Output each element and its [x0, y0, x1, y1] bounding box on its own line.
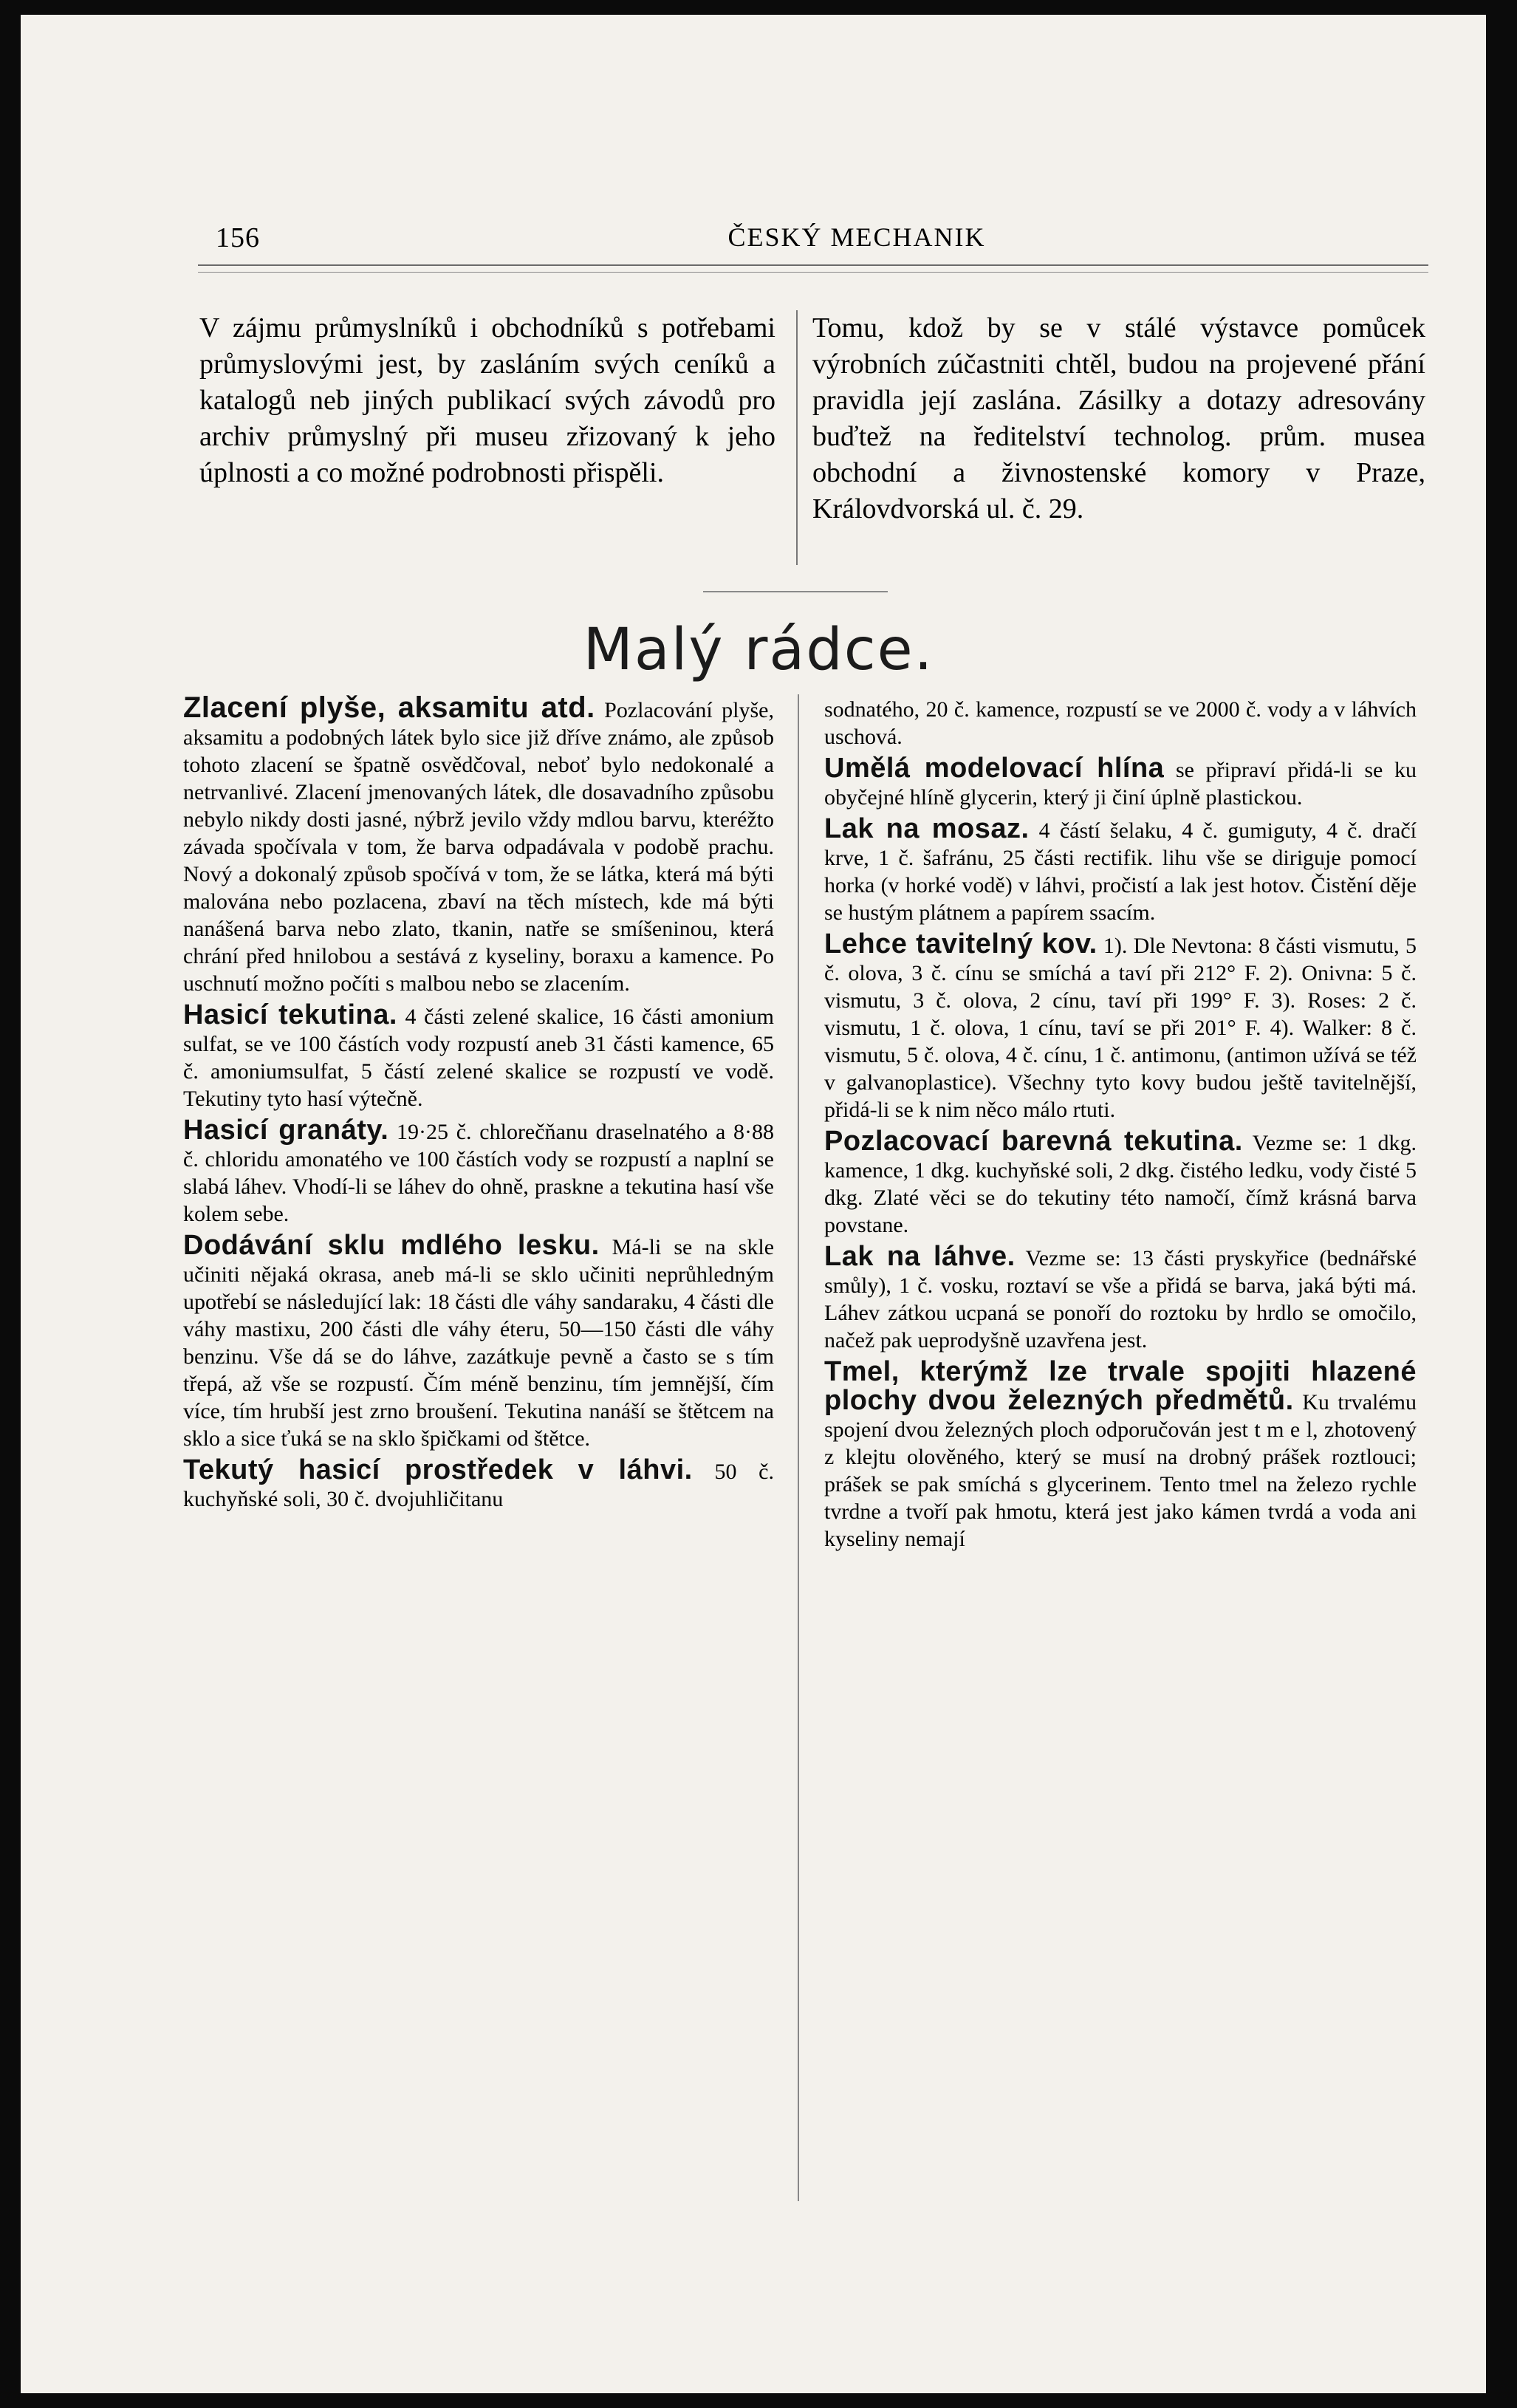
entry-text: Pozlacování plyše, aksamitu a podobných látek bylo sice již dříve známo, ale způsob tohoto zlacení se špatně osvědčoval, neboť bylo nedokonalé a netrvanlivé. Zlacení jmenovaných látek, dle dosavadního způsobu nebylo nikdy dosti jasné, nýbrž jevilo vždy mdlou barvu, kteréžto závada spočívala v tom, že barva odpadávala v podobě prachu. Nový a dokonalý způsob spočívá v tom, že se látka, která má býti malována nebo pozlacena, zbaví na těch místech, kde má býti nanášená barva nebo zlato, tkanin, natře se smíšeninou, která chrání před hnilobou a sestává z kyseliny, boraxu a kamence. Po uschnutí možno počíti s malbou nebo se zlacením.	[183, 698, 774, 996]
entry-text: 19·25 č. chlorečňanu draselnatého a 8·88 č. chloridu amonatého ve 100 částích vody se rozpustí a naplní se slabá láhev. Vhodí-li se láhev do ohně, praskne a tekutina hasí vše kolem sebe.	[183, 1120, 774, 1226]
entry-text: 1). Dle Nevtona: 8 části vismutu, 5 č. olova, 3 č. cínu se smíchá a taví při 212° F. 2). Onivna: 5 č. vismutu, 3 č. olova, 2 cínu, taví při 199° F. 3). Roses: 2 č. vismutu, 1 č. olova, 1 cínu, taví se při 201° F. 4). Walker: 8 č. vismutu, 5 č. olova, 4 č. cínu, 1 č. antimonu, (antimon užívá se též v galvanoplastice). Všechny tyto kovy budou ještě tavitelnější, přidá-li se k nim něco málo rtuti.	[824, 934, 1417, 1122]
entry-modelovaci-hlina	[824, 755, 1417, 811]
entry-lak-na-mosaz	[824, 815, 1417, 926]
column-right	[824, 694, 1417, 1557]
entry-term: Umělá modelovací hlína	[824, 753, 1165, 784]
entry-mdly-lesk	[183, 1232, 774, 1452]
entry-text: Má-li se na skle učiniti nějaká okrasa, aneb má-li se sklo učiniti neprůhledným upotřebí se následující lak: 18 části dle váhy sandaraku, 4 části dle váhy mastixu, 200 části dle váhy éteru, 50—150 části dle váhy benzinu. Vše dá se do láhve, zazátkuje pevně a často se s tím třepá, až vše se rozpustí. Čím méně benzinu, tím jemnější, čím více, tím hrubší jest zrno broušení. Tekutina nanáší se štětcem na sklo a sice ťuká se na sklo špičkami od štětce.	[183, 1235, 775, 1451]
header-rule	[198, 264, 1428, 273]
entry-term: Lak na mosaz.	[824, 813, 1030, 844]
entry-term: Lehce tavitelný kov.	[824, 928, 1097, 960]
entry-pozlacovaci-tekutina	[824, 1128, 1417, 1239]
entry-term: Pozlacovací barevná tekutina.	[824, 1126, 1243, 1157]
entry-tmel	[824, 1358, 1417, 1553]
entry-text: Vezme se: 1 dkg. kamence, 1 dkg. kuchyňské soli, 2 dkg. čistého ledku, vody čisté 5 dkg. Zlaté věci se do tekutiny této namočí, čímž krásná barva povstane.	[824, 1131, 1417, 1237]
running-title: ČESKÝ MECHANIK	[727, 222, 986, 252]
page-header	[207, 222, 1418, 266]
entry-term: Lak na láhve.	[824, 1241, 1016, 1272]
entry-term: Tmel, kterýmž lze trvale spojiti hlazené plochy dvou železných předmětů.	[824, 1356, 1417, 1416]
entry-lak-na-lahve	[824, 1243, 1417, 1354]
notice-right: Tomu, kdož by se v stálé výstavce pomůcek výrobních zúčastniti chtěl, budou na projevené přání pravidla její zaslána. Zásilky a dotazy adresovány buďtež na ředitelství technolog. prům. musea obchodní a živnostenské komory v Praze, Královdvorská ul. č. 29.	[812, 312, 1425, 524]
column-divider	[798, 694, 799, 2201]
entry-term: Dodávání sklu mdlého lesku.	[183, 1230, 600, 1261]
notice-divider	[796, 310, 798, 565]
section-separator	[703, 591, 888, 592]
entry-term: Hasicí granáty.	[183, 1115, 389, 1146]
page-number: 156	[216, 222, 260, 253]
entry-term: Zlacení plyše, aksamitu atd.	[183, 691, 595, 724]
entry-term: Hasicí tekutina.	[183, 999, 397, 1030]
section-title: Malý rádce.	[583, 617, 934, 683]
entry-text: Ku trvalému spojení dvou železných ploch odporučován jest t m e l, zhotovený z klejtu olověného, který se musí na drobný prášek roztlouci; prášek se pak smíchá s glycerinem. Tento tmel na železo rychle tvrdne a tvoří pak hmotu, která jest jako kámen tvrdá a voda ani kyseliny nemají	[824, 1390, 1417, 1551]
entry-tekuty-hasici-prostredek	[183, 1454, 774, 1513]
entry-term: Tekutý hasicí prostředek v láhvi.	[183, 1454, 693, 1485]
entry-text: Vezme se: 13 části pryskyřice (bednářské smůly), 1 č. vosku, roztaví se vše a přidá se barva, jaká býti má. Láhev zátkou ucpaná se ponoří do roztoku by hrdlo se omočilo, načež pak ueprodyšně uzavřena jest.	[824, 1246, 1417, 1352]
entry-hasici-tekutina	[183, 999, 774, 1112]
entry-text: se připraví přidá-li se ku obyčejné hlíně glycerin, který ji činí úplně plastickou.	[824, 758, 1417, 810]
entry-hasici-granaty	[183, 1117, 774, 1228]
entry-text: 50 č. kuchyňské soli, 30 č. dvojuhličitanu	[183, 1460, 774, 1511]
entry-text: sodnatého, 20 č. kamence, rozpustí se ve 2000 č. vody a v láhvích uschová.	[824, 697, 1417, 749]
entry-text: 4 části zelené skalice, 16 části amonium sulfat, se ve 100 částích vody rozpustí aneb 31 části kamence, 65 č. amoniumsulfat, 5 částí zelené skalice se rozpustí ve vodě. Tekutiny tyto hasí výtečně.	[183, 1005, 774, 1111]
entry-tavitelny-kov	[824, 928, 1417, 1123]
entry-text: 4 částí šelaku, 4 č. gumiguty, 4 č. dračí krve, 1 č. šafránu, 25 části rectifik. lihu vše se diriguje pomocí horka (v horké vodě) v láhvi, pročistí a lak jest hotov. Čistění děje se hustým plátnem a papírem ssacím.	[824, 818, 1417, 925]
entry-zlaceni-plyse	[183, 691, 774, 997]
notice-left: V zájmu průmyslníků i obchodníků s potřebami průmyslovými jest, by zasláním svých ceníků a katalogů neb jiných publikací svých závodů pro archiv průmyslný při museu zřizovaný k jeho úplnosti a co možné podrobnosti přispěli.	[199, 312, 775, 488]
column-left	[183, 691, 775, 1517]
entry-continuation	[824, 694, 1417, 750]
